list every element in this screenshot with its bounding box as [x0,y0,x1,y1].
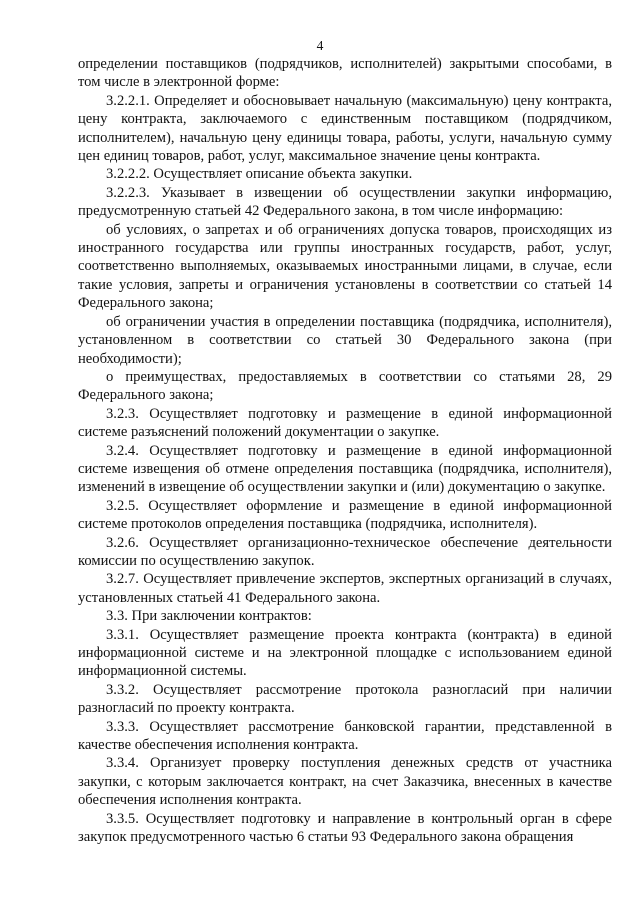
paragraph: об ограничении участия в определении поставщика (подрядчика, исполнителя), установленном в соответствии со статьей 30 Федерального закона (при необходимости); [78,313,612,367]
paragraph: 3.2.2.2. Осуществляет описание объекта закупки. [106,166,413,183]
document-body [78,55,612,846]
paragraph: 3.3.4. Организует проверку поступления денежных средств от участника закупки, с которым заключается контракт, на счет Заказчика, внесенных в качестве обеспечения исполнения контракта. [78,755,612,809]
paragraph: 3.2.7. Осуществляет привлечение экспертов, экспертных организаций в случаях, установленных статьей 41 Федерального закона. [78,571,612,606]
paragraph: 3.2.2.1. Определяет и обосновывает начальную (максимальную) цену контракта, цену контракта, заключаемого с единственным поставщиком (подрядчиком, исполнителем), начальную цену единицы товара, работы, услуги, начальную сумму цен единиц товаров, работ, услуг, максимальное значение цены контракта. [78,92,612,165]
paragraph: определении поставщиков (подрядчиков, исполнителей) закрытыми способами, в том числе в электронной форме: [78,56,612,91]
paragraph: 3.2.3. Осуществляет подготовку и размещение в единой информационной системе разъяснений положений документации о закупке. [78,405,612,441]
paragraph: 3.3. При заключении контрактов: [106,608,312,625]
paragraph: 3.3.2. Осуществляет рассмотрение протокола разногласий при наличии разногласий по проекту контракта. [78,681,612,717]
paragraph: 3.2.6. Осуществляет организационно-техническое обеспечение деятельности комиссии по осуществлению закупок. [78,534,612,569]
paragraph: об условиях, о запретах и об ограничениях допуска товаров, происходящих из иностранного государства или группы иностранных государств, работ, услуг, соответственно выполняемых, оказываемых иностранными лицами, в случае, если такие условия, запреты и ограничения установлены в соответствии со статьей 14 Федерального закона; [78,221,612,312]
paragraph: 3.3.3. Осуществляет рассмотрение банковской гарантии, представленной в качестве обеспечения исполнения контракта. [78,718,612,754]
paragraph: о преимуществах, предоставляемых в соответствии со статьями 28, 29 Федерального закона; [78,368,612,404]
paragraph: 3.2.2.3. Указывает в извещении об осуществлении закупки информацию, предусмотренную статьей 42 Федерального закона, в том числе информацию: [78,184,612,220]
paragraph: 3.2.5. Осуществляет оформление и размещение в единой информационной системе протоколов определения поставщика (подрядчика, исполнителя). [78,497,612,533]
paragraph: 3.3.5. Осуществляет подготовку и направление в контрольный орган в сфере закупок предусмотренного частью 6 статьи 93 Федерального закона обращения [78,810,612,846]
page-number: 4 [316,38,324,53]
paragraph: 3.3.1. Осуществляет размещение проекта контракта (контракта) в единой информационной системе и на электронной площадке с использованием единой информационной системы. [78,626,612,680]
paragraph: 3.2.4. Осуществляет подготовку и размещение в единой информационной системе извещения об отмене определения поставщика (подрядчика, исполнителя), изменений в извещение об осуществлении закупки и (или) документацию о закупке. [78,442,612,496]
